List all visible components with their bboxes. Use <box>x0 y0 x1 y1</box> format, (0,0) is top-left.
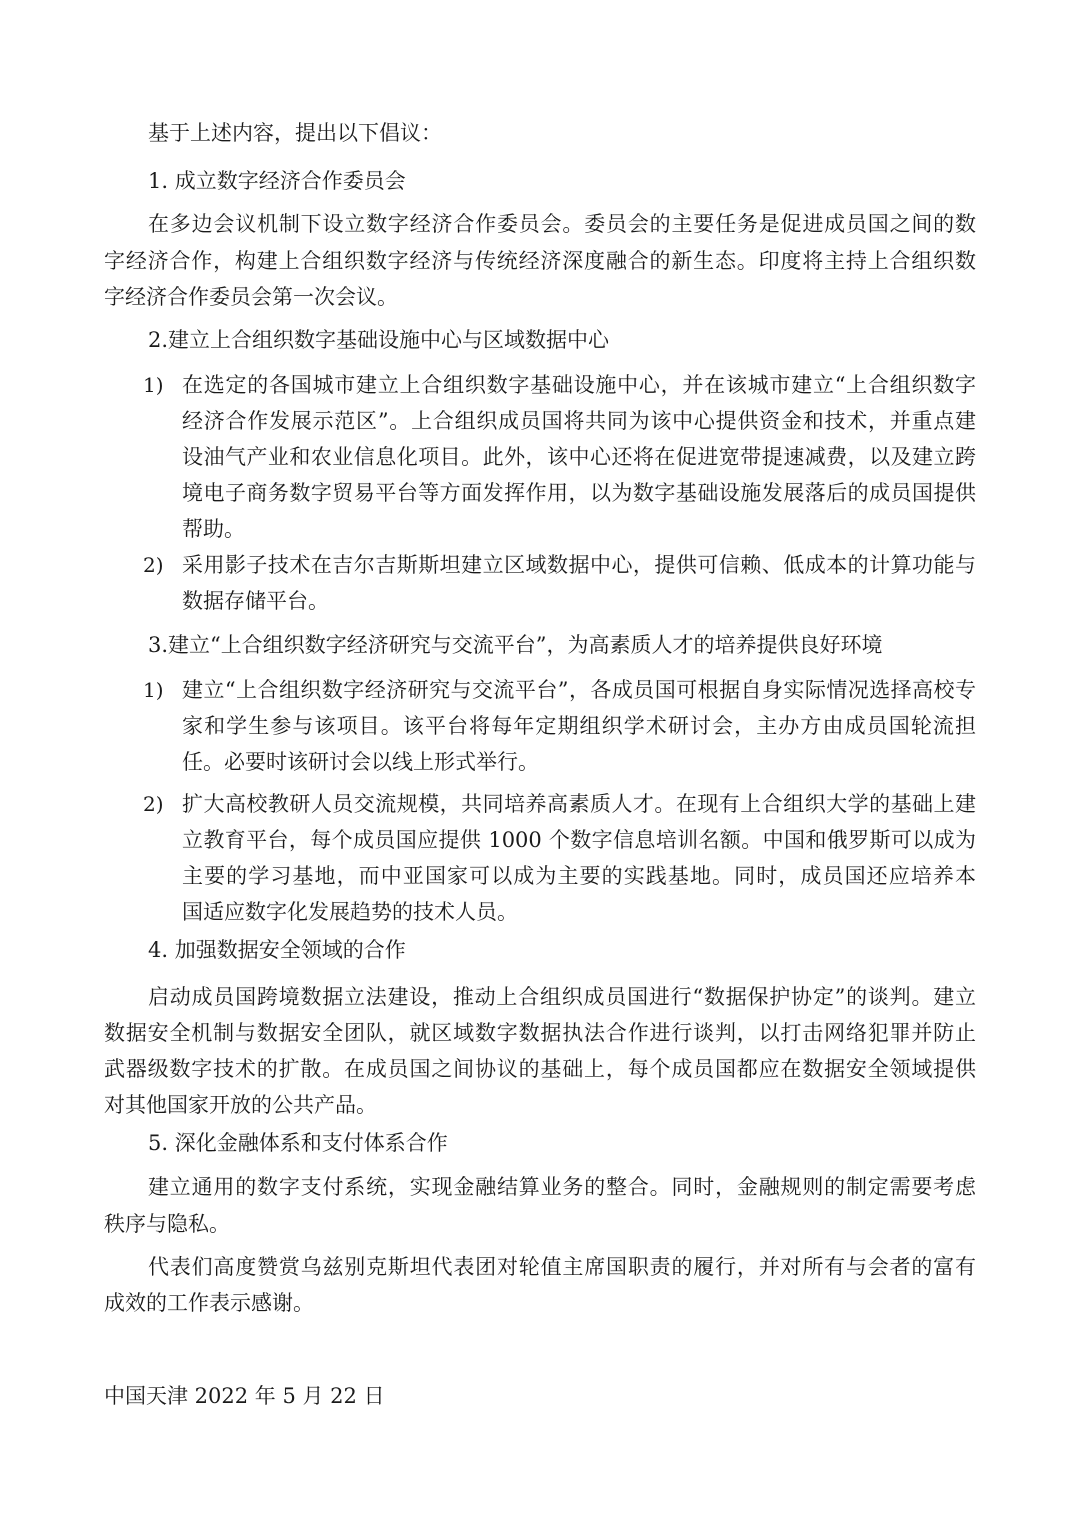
list-item-line: 在选定的各国城市建立上合组织数字基础设施中心，并在该城市建立“上合组织数字 <box>182 373 976 397</box>
closing-line: 代表们高度赞赏乌兹别克斯坦代表团对轮值主席国职责的履行，并对所有与会者的富有 <box>148 1255 976 1279</box>
section-4-para-line: 数据安全机制与数据安全团队，就区域数字数据执法合作进行谈判，以打击网络犯罪并防止 <box>104 1021 976 1045</box>
section-4-heading: 4. 加强数据安全领域的合作 <box>148 938 406 962</box>
section-5-para-line: 秩序与隐私。 <box>104 1212 230 1236</box>
intro-text: 基于上述内容，提出以下倡议： <box>148 121 442 145</box>
list-item-line: 主要的学习基地，而中亚国家可以成为主要的实践基地。同时，成员国还应培养本 <box>182 864 976 888</box>
closing-line: 成效的工作表示感谢。 <box>104 1291 314 1315</box>
list-item-line: 采用影子技术在吉尔吉斯斯坦建立区域数据中心，提供可信赖、低成本的计算功能与 <box>182 553 976 577</box>
list-number: 1) <box>143 678 164 702</box>
section-5-heading: 5. 深化金融体系和支付体系合作 <box>148 1131 448 1155</box>
list-item-line: 扩大高校教研人员交流规模，共同培养高素质人才。在现有上合组织大学的基础上建 <box>182 792 976 816</box>
section-2-heading: 2.建立上合组织数字基础设施中心与区域数据中心 <box>148 328 610 352</box>
section-4-para-line: 启动成员国跨境数据立法建设，推动上合组织成员国进行“数据保护协定”的谈判。建立 <box>148 985 976 1009</box>
section-1-heading: 1. 成立数字经济合作委员会 <box>148 169 406 193</box>
section-1-para-line: 字经济合作，构建上合组织数字经济与传统经济深度融合的新生态。印度将主持上合组织数 <box>104 249 976 273</box>
list-item-line: 境电子商务数字贸易平台等方面发挥作用，以为数字基础设施发展落后的成员国提供 <box>182 481 976 505</box>
signature-place-date: 中国天津 2022 年 5 月 22 日 <box>104 1384 385 1408</box>
list-item-line: 任。必要时该研讨会以线上形式举行。 <box>182 750 539 774</box>
list-number: 2) <box>143 792 164 816</box>
list-item-line: 家和学生参与该项目。该平台将每年定期组织学术研讨会，主办方由成员国轮流担 <box>182 714 976 738</box>
section-3-heading: 3.建立“上合组织数字经济研究与交流平台”，为高素质人才的培养提供良好环境 <box>148 633 883 657</box>
section-4-para-line: 武器级数字技术的扩散。在成员国之间协议的基础上，每个成员国都应在数据安全领域提供 <box>104 1057 976 1081</box>
list-number: 2) <box>143 553 164 577</box>
list-item-line: 经济合作发展示范区”。上合组织成员国将共同为该中心提供资金和技术，并重点建 <box>182 409 976 433</box>
list-item-line: 帮助。 <box>182 517 245 541</box>
section-1-para-line: 在多边会议机制下设立数字经济合作委员会。委员会的主要任务是促进成员国之间的数 <box>148 212 976 236</box>
section-5-para-line: 建立通用的数字支付系统，实现金融结算业务的整合。同时，金融规则的制定需要考虑 <box>148 1175 976 1199</box>
list-item-line: 设油气产业和农业信息化项目。此外，该中心还将在促进宽带提速减费，以及建立跨 <box>182 445 976 469</box>
list-number: 1) <box>143 373 164 397</box>
list-item-line: 数据存储平台。 <box>182 589 329 613</box>
section-4-para-line: 对其他国家开放的公共产品。 <box>104 1093 377 1117</box>
list-item-line: 国适应数字化发展趋势的技术人员。 <box>182 900 518 924</box>
section-1-para-line: 字经济合作委员会第一次会议。 <box>104 285 398 309</box>
list-item-line: 立教育平台，每个成员国应提供 1000 个数字信息培训名额。中国和俄罗斯可以成为 <box>182 828 976 852</box>
list-item-line: 建立“上合组织数字经济研究与交流平台”，各成员国可根据自身实际情况选择高校专 <box>182 678 976 702</box>
